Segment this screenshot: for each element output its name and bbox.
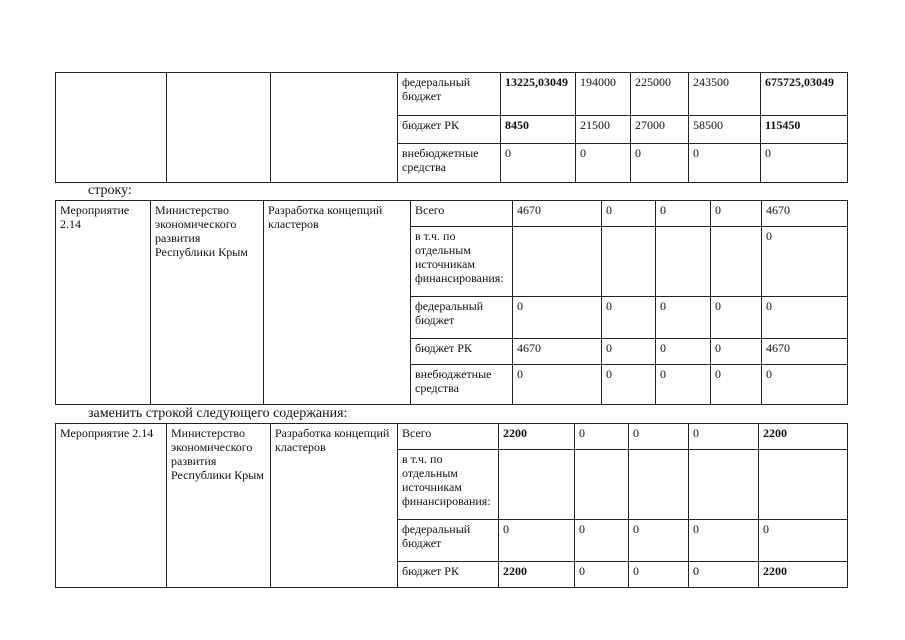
value-cell <box>656 227 711 297</box>
value-cell: 0 <box>656 297 711 339</box>
value-cell: 675725,03049 <box>761 73 848 116</box>
value-cell: 4670 <box>513 201 602 227</box>
value-cell <box>689 450 759 520</box>
source-cell: федеральный бюджет <box>398 73 501 116</box>
value-cell: 4670 <box>762 201 848 227</box>
value-cell: 0 <box>513 365 602 405</box>
budget-table-top <box>55 72 848 183</box>
value-cell: 0 <box>629 424 689 450</box>
value-cell <box>602 227 656 297</box>
empty-executor-cell <box>167 73 271 183</box>
value-cell: 0 <box>602 365 656 405</box>
value-cell: 0 <box>711 201 762 227</box>
empty-event-cell <box>56 73 167 183</box>
value-cell: 0 <box>689 562 759 588</box>
source-cell: бюджет РК <box>398 562 499 588</box>
value-cell: 194000 <box>576 73 631 116</box>
value-cell: 0 <box>689 424 759 450</box>
value-cell <box>513 227 602 297</box>
table-row <box>56 73 848 116</box>
value-cell: 0 <box>711 297 762 339</box>
value-cell: 0 <box>711 365 762 405</box>
value-cell: 27000 <box>631 116 689 144</box>
value-cell: 0 <box>761 144 848 183</box>
value-cell: 0 <box>656 365 711 405</box>
source-cell: федеральный бюджет <box>398 520 499 562</box>
value-cell: 2200 <box>499 424 575 450</box>
value-cell: 0 <box>631 144 689 183</box>
value-cell: 0 <box>575 520 629 562</box>
value-cell: 0 <box>762 365 848 405</box>
value-cell: 0 <box>762 227 848 297</box>
value-cell: 0 <box>499 520 575 562</box>
executor-cell: Министерство экономического развития Республики Крым <box>167 424 271 588</box>
value-cell: 13225,03049 <box>501 73 576 116</box>
value-cell: 0 <box>575 424 629 450</box>
source-cell: внебюджетные средства <box>411 365 513 405</box>
value-cell: 4670 <box>762 339 848 365</box>
value-cell: 2200 <box>759 424 848 450</box>
empty-name-cell <box>271 73 398 183</box>
value-cell: 0 <box>689 144 761 183</box>
value-cell <box>499 450 575 520</box>
source-cell: Всего <box>411 201 513 227</box>
value-cell: 21500 <box>576 116 631 144</box>
value-cell: 0 <box>602 339 656 365</box>
project-name-cell: Разработка концепций кластеров <box>264 201 411 405</box>
value-cell: 0 <box>501 144 576 183</box>
caption-replace-with: заменить строкой следующего содержания: <box>88 406 348 421</box>
source-cell: в т.ч. по отдельным источникам финансирования: <box>398 450 499 520</box>
value-cell: 0 <box>602 297 656 339</box>
value-cell: 8450 <box>501 116 576 144</box>
value-cell: 0 <box>656 201 711 227</box>
value-cell: 4670 <box>513 339 602 365</box>
executor-cell: Министерство экономического развития Республики Крым <box>151 201 264 405</box>
source-cell: бюджет РК <box>411 339 513 365</box>
table-row <box>56 201 848 227</box>
value-cell <box>759 450 848 520</box>
value-cell: 2200 <box>759 562 848 588</box>
value-cell: 225000 <box>631 73 689 116</box>
value-cell: 58500 <box>689 116 761 144</box>
value-cell: 0 <box>711 339 762 365</box>
table-row <box>56 424 848 450</box>
source-cell: федеральный бюджет <box>411 297 513 339</box>
value-cell: 115450 <box>761 116 848 144</box>
event-cell: Мероприятие 2.14 <box>56 424 167 588</box>
value-cell <box>575 450 629 520</box>
value-cell: 0 <box>689 520 759 562</box>
value-cell: 0 <box>629 562 689 588</box>
source-cell: в т.ч. по отдельным источникам финансирования: <box>411 227 513 297</box>
event-cell: Мероприятие 2.14 <box>56 201 151 405</box>
value-cell: 0 <box>656 339 711 365</box>
value-cell: 0 <box>513 297 602 339</box>
project-name-cell: Разработка концепций кластеров <box>271 424 398 588</box>
value-cell: 0 <box>759 520 848 562</box>
value-cell: 0 <box>575 562 629 588</box>
value-cell <box>629 450 689 520</box>
value-cell: 0 <box>629 520 689 562</box>
value-cell: 0 <box>576 144 631 183</box>
value-cell: 2200 <box>499 562 575 588</box>
value-cell: 243500 <box>689 73 761 116</box>
value-cell: 0 <box>602 201 656 227</box>
budget-table-new <box>55 423 848 588</box>
caption-replace-row: строку: <box>88 183 132 198</box>
source-cell: Всего <box>398 424 499 450</box>
value-cell <box>711 227 762 297</box>
budget-table-old <box>55 200 848 405</box>
value-cell: 0 <box>762 297 848 339</box>
source-cell: внебюджетные средства <box>398 144 501 183</box>
source-cell: бюджет РК <box>398 116 501 144</box>
